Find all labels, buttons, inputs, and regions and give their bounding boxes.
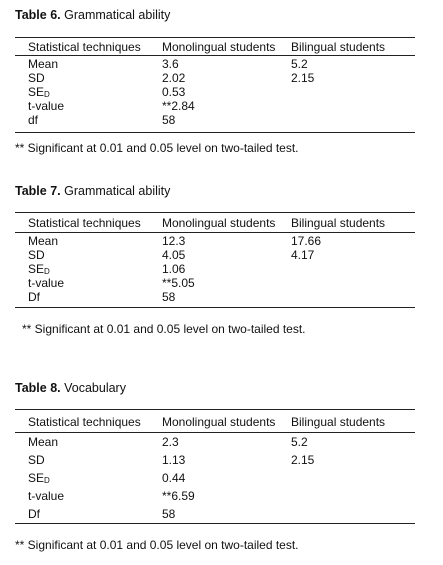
table-7-row-mono: 12.3 bbox=[162, 234, 186, 248]
table-6-row-stat: $SE_D$ bbox=[28, 85, 50, 99]
table-6-top-rule bbox=[15, 37, 415, 38]
table-7-header-mono: Monolingual students bbox=[162, 216, 276, 230]
table-8-row-bi: 5.2 bbox=[291, 435, 308, 449]
table-7-label: Table 7. bbox=[15, 184, 61, 198]
table-6-header-bi: Bilingual students bbox=[291, 40, 386, 54]
table-8-row-mono: 58 bbox=[162, 507, 176, 521]
table-6-title: Grammatical ability bbox=[64, 8, 171, 22]
table-7-row-mono: 58 bbox=[162, 290, 176, 304]
table-6-row-mono: 58 bbox=[162, 113, 176, 127]
table-6-row-stat: SD bbox=[28, 71, 45, 85]
table-6-row-stat: df bbox=[28, 113, 39, 127]
table-8-row-stat: t-value bbox=[28, 489, 65, 503]
table-8-footnote: ** Significant at 0.01 and 0.05 level on two-tailed test. bbox=[15, 538, 299, 552]
table-7-row-stat: $SE_D$ bbox=[28, 262, 50, 276]
table-7-caption bbox=[15, 184, 170, 198]
table-6-row-mono: 0.53 bbox=[162, 85, 186, 99]
table-7-row-mono: 4.05 bbox=[162, 248, 186, 262]
table-6-row-bi: 5.2 bbox=[291, 57, 308, 71]
table-6-row-stat: t-value bbox=[28, 99, 65, 113]
table-6-row-mono: 3.6 bbox=[162, 57, 179, 71]
table-8-label: Table 8. bbox=[15, 381, 61, 395]
table-6-header-mono: Monolingual students bbox=[162, 40, 276, 54]
table-8-bottom-rule bbox=[15, 523, 415, 524]
table-6-row-stat: Mean bbox=[28, 57, 59, 71]
table-6-bottom-rule bbox=[15, 132, 415, 133]
table-8-row-stat: Df bbox=[28, 507, 40, 521]
table-8-title: Vocabulary bbox=[64, 381, 126, 395]
table-7-row-bi: 17.66 bbox=[291, 234, 322, 248]
table-8-top-rule bbox=[15, 409, 415, 410]
table-6-header-stat: Statistical techniques bbox=[28, 40, 141, 54]
table-7-header-rule bbox=[15, 232, 415, 233]
table-7-row-bi: 4.17 bbox=[291, 248, 315, 262]
table-8-header-stat: Statistical techniques bbox=[28, 415, 141, 429]
table-7-row-stat: t-value bbox=[28, 276, 65, 290]
table-7-row-stat: Df bbox=[28, 290, 40, 304]
table-6-header-rule bbox=[15, 55, 415, 56]
table-6-caption bbox=[15, 8, 170, 22]
table-7-header-stat: Statistical techniques bbox=[28, 216, 141, 230]
table-8-row-bi: 2.15 bbox=[291, 453, 315, 467]
table-7-footnote: ** Significant at 0.01 and 0.05 level on two-tailed test. bbox=[22, 322, 306, 336]
table-8-row-mono: 1.13 bbox=[162, 453, 186, 467]
table-8-row-stat: Mean bbox=[28, 435, 59, 449]
table-7-header-bi: Bilingual students bbox=[291, 216, 386, 230]
table-8-header-mono: Monolingual students bbox=[162, 415, 276, 429]
table-8-row-stat: $SE_D$ bbox=[28, 471, 50, 485]
table-8-header-rule bbox=[15, 432, 415, 433]
table-7-row-stat: SD bbox=[28, 248, 45, 262]
table-8-row-stat: SD bbox=[28, 453, 45, 467]
table-6-label: Table 6. bbox=[15, 8, 61, 22]
table-8-header-bi: Bilingual students bbox=[291, 415, 386, 429]
table-6-footnote: ** Significant at 0.01 and 0.05 level on two-tailed test. bbox=[15, 141, 299, 155]
table-7-title: Grammatical ability bbox=[64, 184, 171, 198]
table-6-row-bi: 2.15 bbox=[291, 71, 315, 85]
table-6-row-mono: **2.84 bbox=[162, 99, 195, 113]
table-7-row-mono: 1.06 bbox=[162, 262, 186, 276]
table-7-top-rule bbox=[15, 212, 415, 213]
table-8-row-mono: 0.44 bbox=[162, 471, 186, 485]
table-8-row-mono: 2.3 bbox=[162, 435, 179, 449]
table-8-row-mono: **6.59 bbox=[162, 489, 195, 503]
table-8-caption bbox=[15, 381, 126, 395]
table-7-row-mono: **5.05 bbox=[162, 276, 195, 290]
table-6-row-mono: 2.02 bbox=[162, 71, 186, 85]
table-7-row-stat: Mean bbox=[28, 234, 59, 248]
table-7-bottom-rule bbox=[15, 307, 415, 308]
